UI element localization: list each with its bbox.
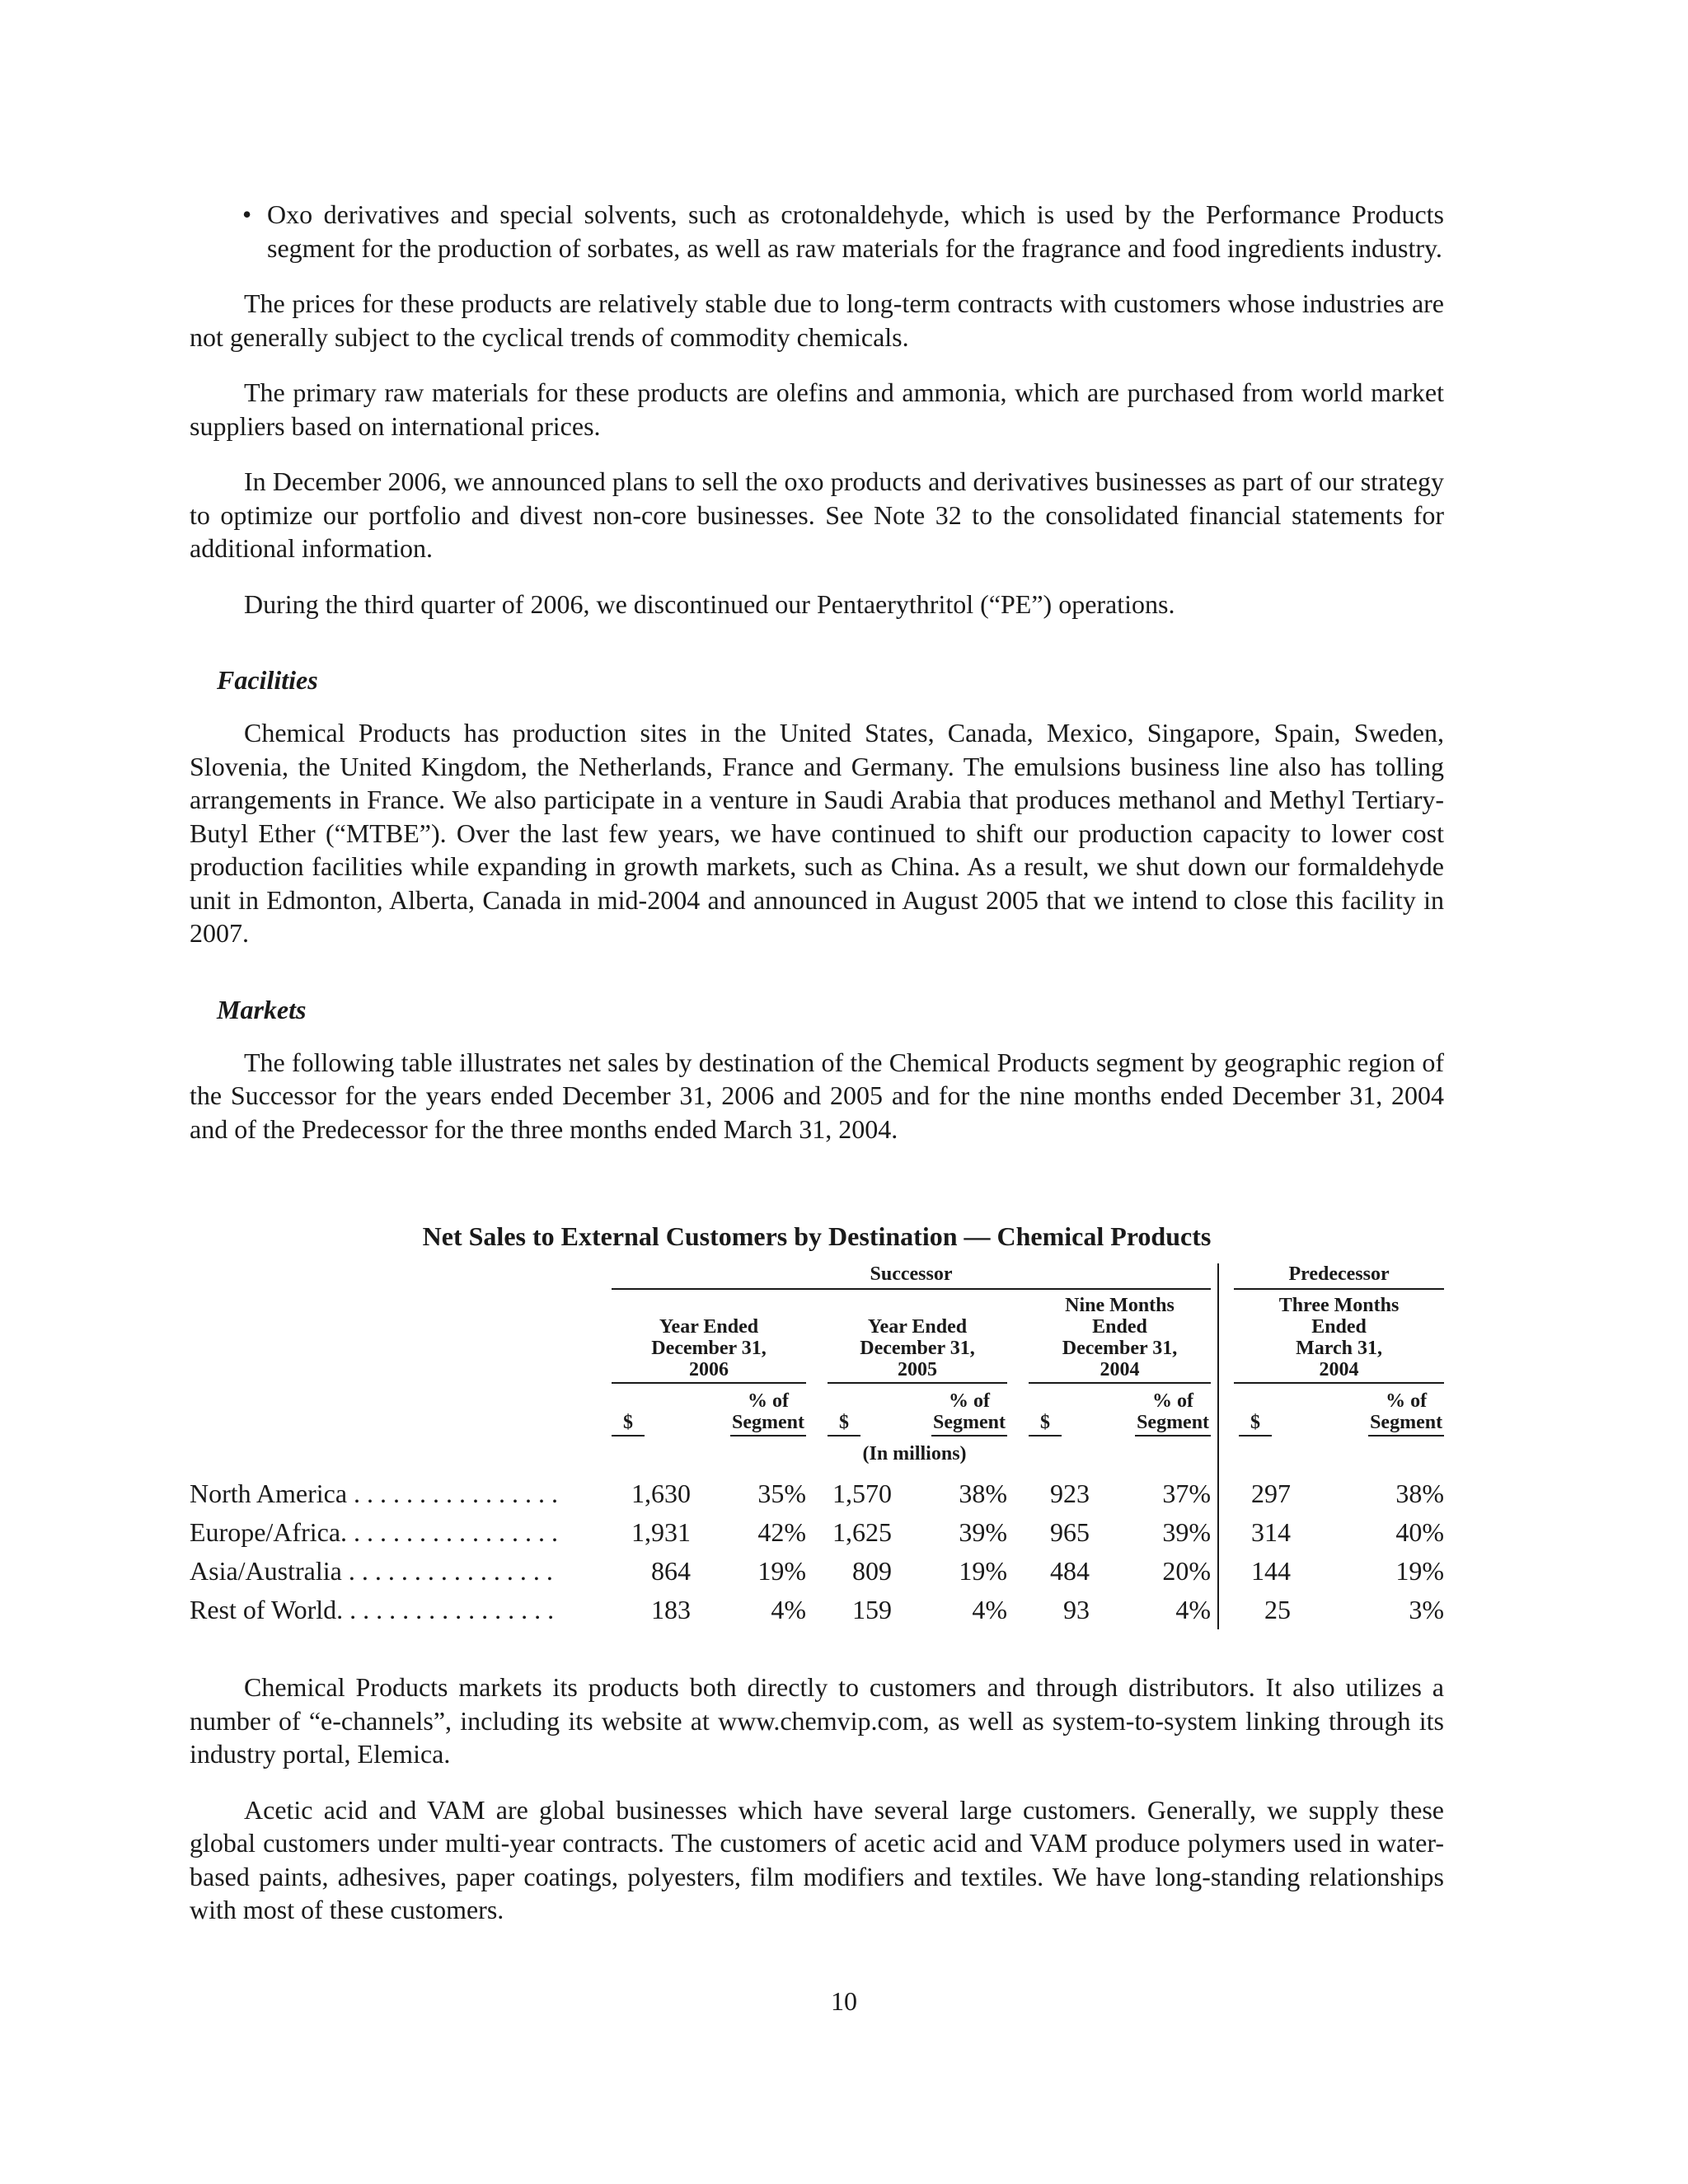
document-page [190, 198, 1444, 1927]
group-header-row [190, 1263, 1444, 1295]
period-2006: Year Ended December 31, 2006 [612, 1316, 806, 1384]
cell-value: 20% [1162, 1556, 1212, 1586]
cell-value: 144 [1218, 1552, 1297, 1591]
cell-value: 37% [1162, 1479, 1212, 1508]
leader-dots: . . . . . . . . . . . . . . . . [341, 1556, 553, 1586]
leader-dots: . . . . . . . . . . . . . . . . . [336, 1595, 555, 1624]
cell-value: 809 [852, 1556, 892, 1586]
markets-heading: Markets [217, 994, 307, 1024]
cell-value: 35% [757, 1479, 806, 1508]
paragraph-raw-materials: The primary raw materials for these products are olefins and ammonia, which are purchased from world market suppliers based on international prices. [190, 377, 1444, 441]
cell-value: 864 [651, 1556, 691, 1586]
markets-paragraph: The following table illustrates net sales by destination of the Chemical Products segment by geographic region of the Successor for the years ended December 31, 2006 and 2005 and for the nine months ended December 31, 2004 and of the Predecessor for the three months ended March 31, 2004. [190, 1047, 1444, 1144]
bullet-item [190, 198, 1444, 265]
cell-value: 39% [1162, 1517, 1212, 1547]
column-header-row [190, 1390, 1444, 1436]
leader-dots: . . . . . . . . . . . . . . . . [347, 1479, 559, 1508]
cell-value: 38% [959, 1479, 1007, 1508]
units-label: (In millions) [862, 1443, 967, 1465]
cell-value: 923 [1050, 1479, 1090, 1508]
dollar-header: $ [1029, 1412, 1062, 1436]
facilities-paragraph: Chemical Products has production sites in the United States, Canada, Mexico, Singapore, Spain, Sweden, Slovenia, the United Kingdom, the Netherlands, France and Germany. The emulsions business line also has tolling arrangements in France. We also participate in a venture in Saudi Arabia that produces methanol and Methyl Tertiary-Butyl Ether (“MTBE”). Over the last few years, we have continued to shift our production capacity to lower cost production facilities while expanding in growth markets, such as China. As a result, we shut down our formaldehyde unit in Edmonton, Alberta, Canada in mid-2004 and announced in August 2005 that we intend to close this facility in 2007. [190, 718, 1444, 948]
cell-value: 19% [959, 1556, 1007, 1586]
cell-value: 1,931 [631, 1517, 691, 1547]
paragraph-channels: Chemical Products markets its products both directly to customers and through distributors. It also utilizes a number of “e-channels”, including its website at www.chemvip.com, as well as system-to-system linking through its industry portal, Elemica. [190, 1672, 1444, 1769]
cell-value: 19% [1395, 1556, 1445, 1586]
cell-value: 40% [1395, 1517, 1445, 1547]
dollar-header: $ [1239, 1412, 1272, 1436]
table-row [190, 1474, 1444, 1513]
pct-segment-header: % of Segment [730, 1390, 806, 1436]
region-label: North America [190, 1479, 348, 1508]
predecessor-label: Predecessor [1234, 1263, 1444, 1290]
dollar-header: $ [828, 1412, 860, 1436]
dollar-header: $ [612, 1412, 645, 1436]
region-label: Asia/Australia [190, 1556, 342, 1586]
table-title: Net Sales to External Customers by Destination — Chemical Products [422, 1221, 1212, 1251]
cell-value: 965 [1050, 1517, 1090, 1547]
paragraph-acetic-acid: Acetic acid and VAM are global businesses which have several large customers. Generally, we supply these global customers under multi-year contracts. The customers of acetic acid and VAM produce polymers used in water-based paints, adhesives, paper coatings, polyesters, film modifiers and textiles. We have long-standing relationships with most of these customers. [190, 1794, 1444, 1924]
cell-value: 93 [1063, 1595, 1090, 1624]
paragraph-prices: The prices for these products are relatively stable due to long-term contracts with customers whose industries are not generally subject to the cyclical trends of commodity chemicals. [190, 288, 1444, 352]
cell-value: 183 [651, 1595, 691, 1624]
cell-value: 3% [1409, 1595, 1445, 1624]
period-nine-months-2004: Nine Months Ended December 31, 2004 [1029, 1295, 1211, 1384]
leader-dots: . . . . . . . . . . . . . . . . . [340, 1517, 559, 1547]
cell-value: 38% [1395, 1479, 1445, 1508]
facilities-heading: Facilities [217, 665, 318, 695]
period-three-months-2004: Three Months Ended March 31, 2004 [1234, 1295, 1444, 1384]
cell-value: 4% [972, 1595, 1007, 1624]
cell-value: 4% [1175, 1595, 1212, 1624]
successor-label: Successor [612, 1263, 1211, 1290]
pct-segment-header: % of Segment [931, 1390, 1007, 1436]
cell-value: 159 [852, 1595, 892, 1624]
net-sales-table [190, 1263, 1444, 1629]
paragraph-divest: In December 2006, we announced plans to sell the oxo products and derivatives businesses as part of our strategy to optimize our portfolio and divest non-core businesses. See Note 32 to the consolidated financial statements for additional information. [190, 466, 1444, 563]
units-row [190, 1436, 1444, 1474]
period-header-row [190, 1295, 1444, 1390]
cell-value: 39% [959, 1517, 1007, 1547]
table-row [190, 1591, 1444, 1629]
cell-value: 4% [771, 1595, 806, 1624]
cell-value: 314 [1218, 1513, 1297, 1552]
cell-value: 42% [757, 1517, 806, 1547]
page-number: 10 [831, 1986, 857, 2016]
cell-value: 1,625 [832, 1517, 892, 1547]
period-2005: Year Ended December 31, 2005 [828, 1316, 1007, 1384]
cell-value: 1,630 [631, 1479, 691, 1508]
cell-value: 484 [1050, 1556, 1090, 1586]
pct-segment-header: % of Segment [1135, 1390, 1211, 1436]
bullet-symbol: • [242, 199, 252, 229]
region-label: Rest of World [190, 1595, 337, 1624]
paragraph-pe: During the third quarter of 2006, we discontinued our Pentaerythritol (“PE”) operations. [244, 588, 1175, 619]
pct-segment-header: % of Segment [1368, 1390, 1444, 1436]
cell-value: 1,570 [832, 1479, 892, 1508]
cell-value: 19% [757, 1556, 806, 1586]
table-row [190, 1552, 1444, 1591]
cell-value: 25 [1218, 1591, 1297, 1629]
region-label: Europe/Africa [190, 1517, 341, 1547]
cell-value: 297 [1218, 1474, 1297, 1513]
bullet-text: Oxo derivatives and special solvents, such as crotonaldehyde, which is used by the Performance Products segment for the production of sorbates, as well as raw materials for the fragrance and food ingredients industry. [267, 199, 1444, 263]
table-row [190, 1513, 1444, 1552]
